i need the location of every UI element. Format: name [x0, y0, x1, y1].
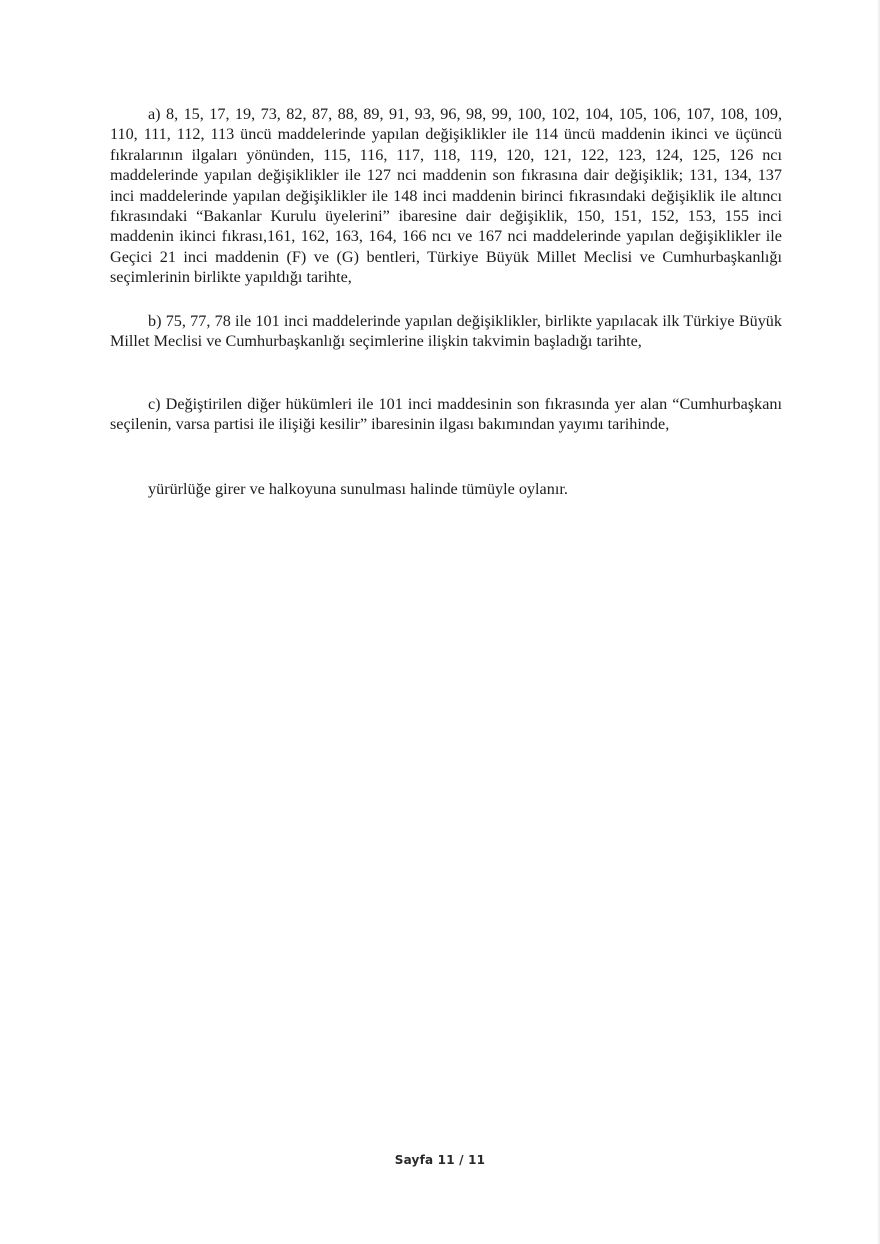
- paragraph-a: a) 8, 15, 17, 19, 73, 82, 87, 88, 89, 91, 93, 96, 98, 99, 100, 102, 104, 105, 106, 107, 108, 109, 110, 111, 112, 113 üncü maddelerinde yapılan değişiklikler ile 114 üncü maddenin ikinci ve üçüncü fıkralarının ilgaları yönünden, 115, 116, 117, 118, 119, 120, 121, 122, 123, 124, 125, 126 ncı maddelerinde yapılan değişiklikler ile 127 nci maddenin son fıkrasına dair değişiklik; 131, 134, 137 inci maddelerinde yapılan değişiklikler ile 148 inci maddenin birinci fıkrasındaki değişiklik ile altıncı fıkrasındaki “Bakanlar Kurulu üyelerini” ibaresine dair değişiklik, 150, 151, 152, 153, 155 inci maddenin ikinci fıkrası,161, 162, 163, 164, 166 ncı ve 167 nci maddelerinde yapılan değişiklikler ile Geçici 21 inci maddenin (F) ve (G) bentleri, Türkiye Büyük Millet Meclisi ve Cumhurbaşkanlığı seçimlerinin birlikte yapıldığı tarihte,: [110, 105, 782, 287]
- paragraph-b: b) 75, 77, 78 ile 101 inci maddelerinde yapılan değişiklikler, birlikte yapılacak ilk Türkiye Büyük Millet Meclisi ve Cumhurbaşkanlığı seçimlerine ilişkin takvimin başladığı tarihte,: [110, 312, 782, 351]
- page-number: Sayfa 11 / 11: [394, 1153, 486, 1167]
- paragraph-c: c) Değiştirilen diğer hükümleri ile 101 inci maddesinin son fıkrasında yer alan “Cumhurbaşkanı seçilenin, varsa partisi ile ilişiği kesilir” ibaresinin ilgası bakımından yayımı tarihinde,: [110, 395, 782, 434]
- paragraph-final: yürürlüğe girer ve halkoyuna sunulması halinde tümüyle oylanır.: [148, 480, 568, 498]
